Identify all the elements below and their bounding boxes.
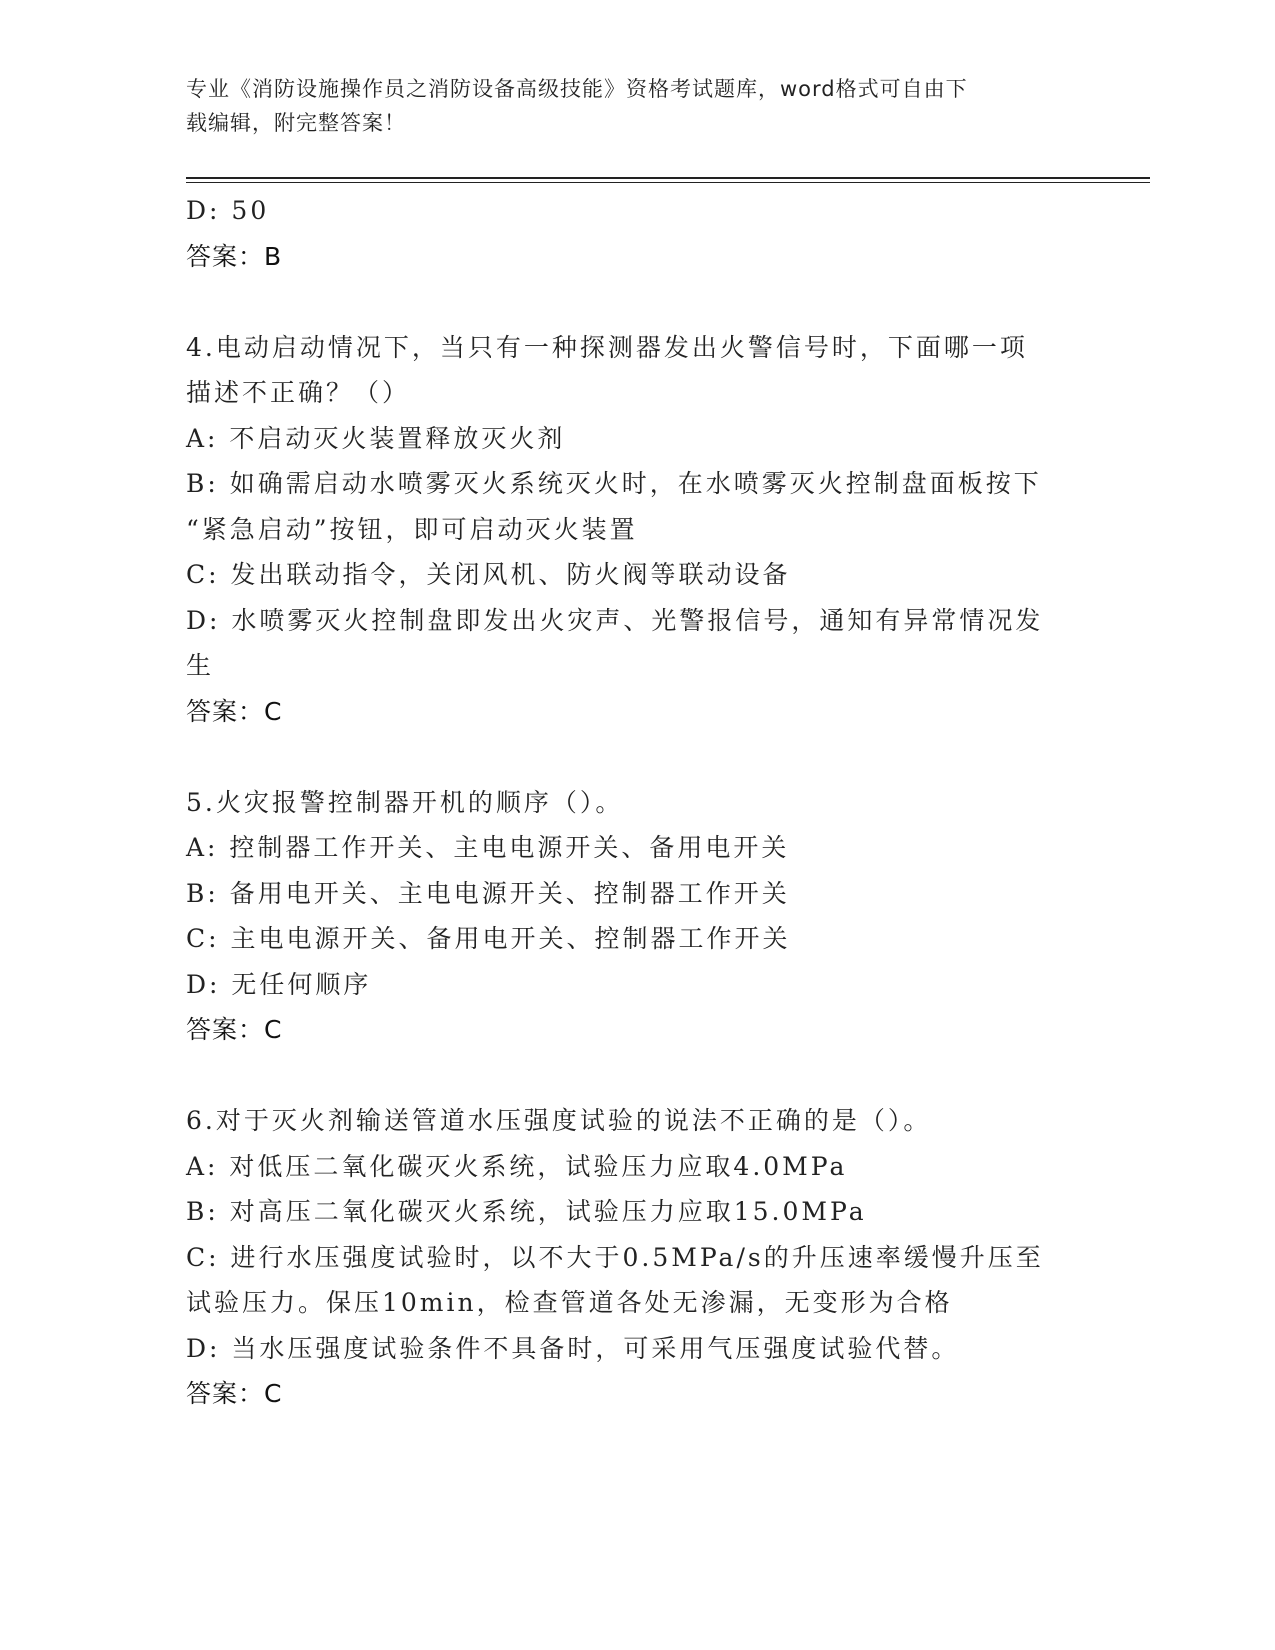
question-stem-continued: 描述不正确？（） <box>186 378 411 407</box>
option-d-continued: 生 <box>186 651 215 680</box>
option-b: B: 如确需启动水喷雾灭火系统灭火时，在水喷雾灭火控制盘面板按下 <box>186 469 1042 498</box>
option-c: C: 发出联动指令，关闭风机、防火阀等联动设备 <box>186 560 791 589</box>
answer-line: 答案：C <box>186 1379 283 1408</box>
spacer <box>186 279 1086 325</box>
header-line-1: 专业《消防设施操作员之消防设备高级技能》资格考试题库，word格式可自由下 <box>186 77 968 101</box>
option-c-continued: 试验压力。保压10min，检查管道各处无渗漏，无变形为合格 <box>186 1288 953 1317</box>
question-list <box>186 188 1086 1417</box>
question-stem: 6.对于灭火剂输送管道水压强度试验的说法不正确的是（）。 <box>186 1106 932 1135</box>
question-block-6 <box>186 1098 1086 1417</box>
answer-line: 答案：B <box>186 241 283 271</box>
spacer <box>186 1053 1086 1099</box>
header-divider-thin <box>186 182 1150 183</box>
option-b: B: 备用电开关、主电电源开关、控制器工作开关 <box>186 878 790 908</box>
option-d: D: 当水压强度试验条件不具备时，可采用气压强度试验代替。 <box>186 1333 960 1363</box>
option-c: C: 进行水压强度试验时，以不大于0.5MPa/s的升压速率缓慢升压至 <box>186 1242 1044 1272</box>
question-block-4 <box>186 325 1086 735</box>
header-divider-thick <box>186 177 1150 179</box>
option-b-continued: “紧急启动”按钮，即可启动灭火装置 <box>186 514 638 544</box>
answer-line: 答案：C <box>186 696 283 726</box>
option-a: A: 不启动灭火装置释放灭火剂 <box>186 423 566 453</box>
spacer <box>186 734 1086 780</box>
option-d: D: 50 <box>186 196 270 225</box>
question-block-3-tail <box>186 188 1086 279</box>
option-c: C: 主电电源开关、备用电开关、控制器工作开关 <box>186 924 791 953</box>
header-line-2: 载编辑，附完整答案！ <box>186 111 406 135</box>
option-d: D: 水喷雾灭火控制盘即发出火灾声、光警报信号，通知有异常情况发 <box>186 605 1044 635</box>
option-b: B: 对高压二氧化碳灭火系统，试验压力应取15.0MPa <box>186 1197 867 1226</box>
option-d: D: 无任何顺序 <box>186 969 372 999</box>
question-stem: 5.火灾报警控制器开机的顺序（）。 <box>186 787 624 817</box>
question-block-5 <box>186 780 1086 1053</box>
option-a: A: 对低压二氧化碳灭火系统，试验压力应取4.0MPa <box>186 1151 848 1181</box>
question-stem: 4.电动启动情况下，当只有一种探测器发出火警信号时，下面哪一项 <box>186 332 1028 362</box>
answer-line: 答案：C <box>186 1015 283 1044</box>
page-header <box>186 72 1066 140</box>
option-a: A: 控制器工作开关、主电电源开关、备用电开关 <box>186 833 790 862</box>
